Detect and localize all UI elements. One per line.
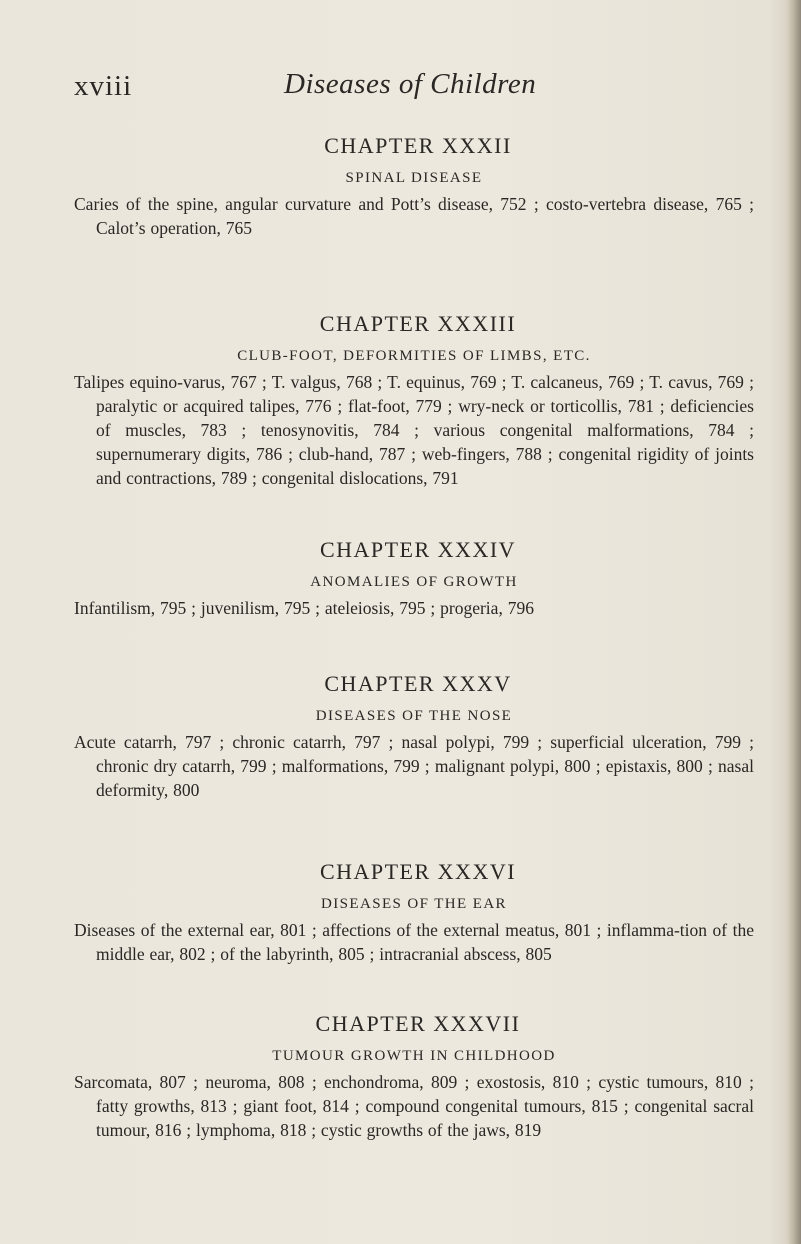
running-head: [0, 64, 801, 104]
chapter-xxxv: [74, 670, 754, 802]
chapter-subtitle: DISEASES OF THE EAR: [321, 896, 507, 912]
chapter-xxxii: [74, 132, 754, 240]
chapter-xxxvi: [74, 858, 754, 966]
chapter-subtitle: TUMOUR GROWTH IN CHILDHOOD: [272, 1048, 556, 1064]
chapter-xxxiii: [74, 310, 754, 490]
chapter-xxxvii: [74, 1010, 754, 1142]
chapter-heading: CHAPTER XXXIV: [319, 537, 517, 562]
chapter-subtitle: DISEASES OF THE NOSE: [315, 708, 513, 724]
chapter-xxxiv: [74, 536, 754, 620]
chapter-heading: CHAPTER XXXVI: [319, 859, 517, 884]
chapter-subtitle: ANOMALIES OF GROWTH: [310, 574, 518, 590]
chapter-heading: CHAPTER XXXIII: [319, 311, 517, 336]
chapter-heading: CHAPTER XXXVII: [315, 1011, 521, 1036]
chapter-contents: Acute catarrh, 797 ; chronic catarrh, 797 ; nasal polypi, 799 ; superficial ulceration, 799 ; chronic dry catarrh, 799 ; malformations, 799 ; malignant polypi, 800 ; epistaxis, 800 ; nasal deformity, 800: [74, 732, 754, 800]
chapter-contents: Caries of the spine, angular curvature and Pott’s disease, 752 ; costo-vertebra disease, 765 ; Calot’s operation, 765: [74, 194, 754, 238]
chapter-contents: Diseases of the external ear, 801 ; affections of the external meatus, 801 ; inflamma-tion of the middle ear, 802 ; of the labyrinth, 805 ; intracranial abscess, 805: [74, 920, 754, 964]
chapter-subtitle: CLUB-FOOT, DEFORMITIES OF LIMBS, ETC.: [237, 348, 591, 364]
running-title: Diseases of Children: [284, 68, 537, 100]
chapter-heading: CHAPTER XXXV: [324, 671, 512, 696]
page-edge: [787, 0, 801, 1244]
chapter-contents: Infantilism, 795 ; juvenilism, 795 ; ateleiosis, 795 ; progeria, 796: [74, 598, 534, 618]
page-number: xviii: [74, 70, 133, 102]
chapter-contents: Talipes equino-varus, 767 ; T. valgus, 768 ; T. equinus, 769 ; T. calcaneus, 769 ; T. cavus, 769 ; paralytic or acquired talipes, 776 ; flat-foot, 779 ; wry-neck or torticollis, 781 ; deficiencies of muscles, 783 ; tenosynovitis, 784 ; various congenital malformations, 784 ; supernumerary digits, 786 ; club-hand, 787 ; web-fingers, 788 ; congenital rigidity of joints and contractions, 789 ; congenital dislocations, 791: [74, 372, 754, 488]
chapter-subtitle: SPINAL DISEASE: [345, 170, 483, 186]
chapter-heading: CHAPTER XXXII: [324, 133, 512, 158]
chapter-contents: Sarcomata, 807 ; neuroma, 808 ; enchondroma, 809 ; exostosis, 810 ; cystic tumours, 810 ; fatty growths, 813 ; giant foot, 814 ; compound congenital tumours, 815 ; congenital sacral tumour, 816 ; lymphoma, 818 ; cystic growths of the jaws, 819: [74, 1072, 754, 1140]
